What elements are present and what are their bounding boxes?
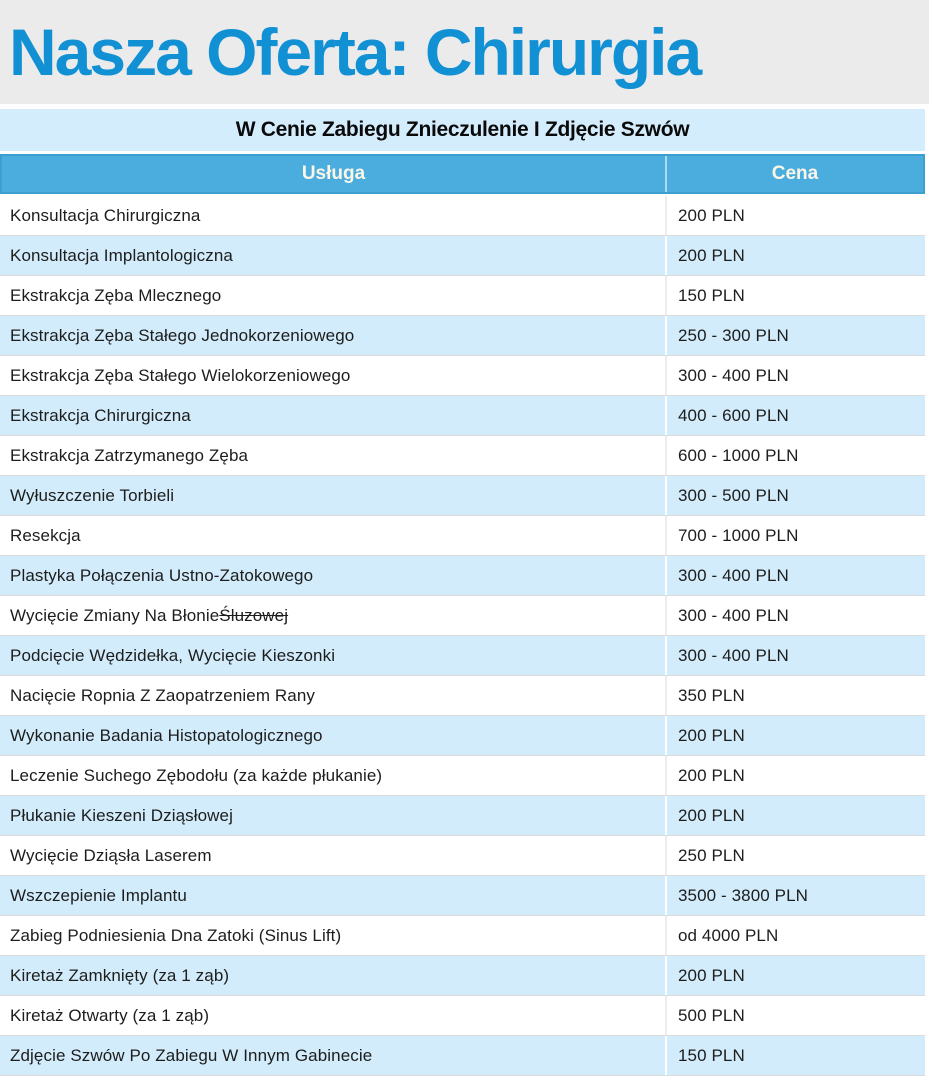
price-cell: 200 PLN: [665, 196, 925, 235]
service-name: Wycięcie Dziąsła Laserem: [10, 845, 212, 865]
table-row: [0, 316, 925, 356]
price-cell: od 4000 PLN: [665, 916, 925, 955]
subtitle-text: W Cenie Zabiegu Znieczulenie I Zdjęcie Szwów: [235, 118, 690, 141]
service-name: Podcięcie Wędzidełka, Wycięcie Kieszonki: [10, 645, 336, 665]
service-name: Kiretaż Otwarty (za 1 ząb): [10, 1005, 210, 1025]
service-cell: [0, 396, 665, 435]
table-row: [0, 196, 925, 236]
subtitle-banner: [0, 109, 925, 151]
table-row: [0, 796, 925, 836]
service-name: Kiretaż Zamknięty (za 1 ząb): [10, 965, 230, 985]
service-name: Nacięcie Ropnia Z Zaopatrzeniem Rany: [10, 685, 316, 705]
service-name: Leczenie Suchego Zębodołu (za każde płukanie): [10, 765, 383, 785]
service-cell: [0, 556, 665, 595]
price-cell: 300 - 400 PLN: [665, 556, 925, 595]
service-name: Ekstrakcja Zęba Stałego Jednokorzeniowego: [10, 325, 355, 345]
price-cell: 500 PLN: [665, 996, 925, 1035]
service-name: Zabieg Podniesienia Dna Zatoki (Sinus Lift): [10, 925, 342, 945]
service-cell: [0, 196, 665, 235]
service-cell: [0, 996, 665, 1035]
service-name: Wyłuszczenie Torbieli: [10, 485, 175, 505]
table-row: [0, 356, 925, 396]
service-name: Wykonanie Badania Histopatologicznego: [10, 725, 323, 745]
table-row: [0, 1036, 925, 1076]
service-name-struck: Śluzowej: [219, 605, 289, 625]
table-header-row: [0, 154, 925, 194]
price-cell: 200 PLN: [665, 716, 925, 755]
table-row: [0, 676, 925, 716]
service-cell: [0, 516, 665, 555]
service-name: Konsultacja Implantologiczna: [10, 245, 233, 265]
table-row: [0, 996, 925, 1036]
price-cell: 250 PLN: [665, 836, 925, 875]
price-cell: 600 - 1000 PLN: [665, 436, 925, 475]
service-cell: [0, 956, 665, 995]
service-name: Ekstrakcja Zatrzymanego Zęba: [10, 445, 249, 465]
price-cell: 200 PLN: [665, 236, 925, 275]
table-row: [0, 716, 925, 756]
page-title: Nasza Oferta: Chirurgia: [9, 15, 701, 89]
service-cell: [0, 316, 665, 355]
service-cell: [0, 716, 665, 755]
price-cell: 250 - 300 PLN: [665, 316, 925, 355]
table-row: [0, 436, 925, 476]
service-cell: [0, 796, 665, 835]
table-body: [0, 196, 925, 1076]
price-cell: 150 PLN: [665, 1036, 925, 1075]
service-name: Wszczepienie Implantu: [10, 885, 187, 905]
service-cell: [0, 436, 665, 475]
price-cell: 350 PLN: [665, 676, 925, 715]
service-cell: [0, 276, 665, 315]
service-name: Ekstrakcja Zęba Stałego Wielokorzeniowego: [10, 365, 351, 385]
service-name: Zdjęcie Szwów Po Zabiegu W Innym Gabinecie: [10, 1045, 373, 1065]
service-cell: [0, 356, 665, 395]
table-row: [0, 836, 925, 876]
service-cell: [0, 1036, 665, 1075]
service-name: Plastyka Połączenia Ustno-Zatokowego: [10, 565, 314, 585]
table-row: [0, 476, 925, 516]
service-name: Ekstrakcja Zęba Mlecznego: [10, 285, 222, 305]
service-name: Wycięcie Zmiany Na Błonie: [10, 605, 220, 625]
column-header-price: Cena: [665, 156, 923, 192]
table-row: [0, 236, 925, 276]
service-cell: [0, 836, 665, 875]
service-name: Ekstrakcja Chirurgiczna: [10, 405, 191, 425]
service-cell: [0, 236, 665, 275]
page-header: [0, 0, 929, 104]
price-cell: 200 PLN: [665, 796, 925, 835]
service-cell: [0, 676, 665, 715]
service-name: Płukanie Kieszeni Dziąsłowej: [10, 805, 233, 825]
service-name: Resekcja: [10, 525, 81, 545]
price-cell: 400 - 600 PLN: [665, 396, 925, 435]
column-header-service: Usługa: [301, 163, 366, 184]
table-row: [0, 756, 925, 796]
table-row: [0, 876, 925, 916]
service-cell: [0, 596, 665, 635]
price-cell: 200 PLN: [665, 756, 925, 795]
price-cell: 300 - 500 PLN: [665, 476, 925, 515]
price-cell: 300 - 400 PLN: [665, 636, 925, 675]
price-cell: 300 - 400 PLN: [665, 596, 925, 635]
table-row: [0, 916, 925, 956]
service-cell: [0, 476, 665, 515]
price-cell: 300 - 400 PLN: [665, 356, 925, 395]
service-cell: [0, 756, 665, 795]
price-cell: 200 PLN: [665, 956, 925, 995]
table-row: [0, 636, 925, 676]
table-row: [0, 516, 925, 556]
table-row: [0, 396, 925, 436]
table-row: [0, 556, 925, 596]
price-cell: 700 - 1000 PLN: [665, 516, 925, 555]
service-name: Konsultacja Chirurgiczna: [10, 205, 201, 225]
table-row: [0, 276, 925, 316]
price-cell: 3500 - 3800 PLN: [665, 876, 925, 915]
price-cell: 150 PLN: [665, 276, 925, 315]
table-row: [0, 956, 925, 996]
service-cell: [0, 916, 665, 955]
service-cell: [0, 876, 665, 915]
service-cell: [0, 636, 665, 675]
table-row: [0, 596, 925, 636]
